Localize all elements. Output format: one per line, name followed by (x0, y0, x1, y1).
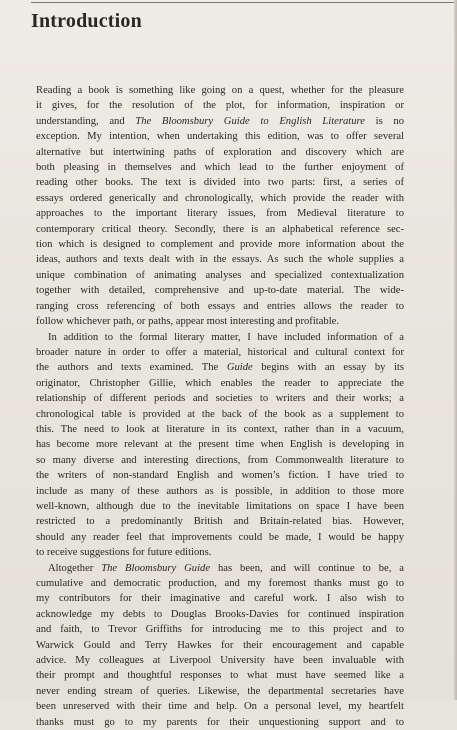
text-line: cumulative and democratic production, and my foremost thanks must go to (36, 578, 404, 589)
text-line: tion which is designed to complement and provide more information about the (36, 239, 404, 251)
text-line: my contributors for their imaginative and careful work. I also wish to (36, 593, 404, 605)
text-line: both pleasing in themselves and which lead to the further enjoyment of (36, 162, 404, 174)
text-line: it gives, for the resolution of the plot, for information, inspiration or (36, 100, 404, 112)
text-line: broader nature in order to offer a material, historical and cultural context for (36, 346, 404, 358)
text-line: exception. My intention, when undertaking this edition, was to offer several (36, 131, 404, 143)
text-line: relationship of different periods and societies to writers and their works; a (36, 393, 404, 405)
text-line: advice. My colleagues at Liverpool University have been invaluable with (36, 655, 404, 667)
text-line: Reading a book is something like going on a quest, whether for the pleasure (36, 85, 404, 96)
text-line: include as many of these authors as is possible, in addition to those more (36, 485, 404, 497)
header-rule (31, 2, 457, 3)
text-line: ideas, authors and texts dealt with in the essays. As such the whole supplies a (36, 254, 404, 266)
text-line: and faith, to Trevor Griffiths for introducing me to this project and to (36, 624, 404, 636)
text-line: unique combination of animating analyses and specialized contextualization (36, 269, 404, 281)
paragraph (36, 83, 404, 330)
text-line: well-known, although due to the inevitable limitations on space I have been (36, 500, 404, 512)
text-line: acknowledge my debts to Douglas Brooks-Davies for continued inspiration (36, 608, 404, 620)
text-line: ranging cross referencing of both essays and entries allows the reader to (36, 300, 404, 312)
text-line: Altogether The Bloomsbury Guide has been, and will continue to be, a (48, 562, 405, 574)
text-line: thanks must go to my parents for their unquestioning support and to (36, 716, 404, 728)
text-line: together with detailed, comprehensive and up-to-date material. The wide- (36, 285, 404, 297)
text-line: essays ordered generically and chronologically, which provide the reader with (36, 192, 404, 204)
text-line: should any reader feel that improvements could be made, I would be happy (36, 531, 404, 543)
paragraph (36, 330, 404, 561)
text-line: approaches to the important literary issues, from Medieval literature to (36, 208, 404, 220)
text-line: never ending stream of queries. Likewise, the departmental secretaries have (36, 685, 404, 697)
text-line: alternative but intertwining paths of exploration and discovery which are (36, 146, 404, 158)
text-line: originator, Christopher Gillie, which enables the reader to appreciate the (36, 377, 404, 389)
text-line: reading other books. The text is divided into two parts: first, a series of (36, 177, 404, 189)
text-line: the writers of non-standard English and women’s fiction. I have tried to (36, 470, 404, 482)
text-line: has become more relevant at the present time when English is developing in (36, 439, 404, 451)
text-line: this. The need to look at literature in its context, rather than in a vacuum, (36, 423, 404, 435)
text-line: their prompt and thoughtful responses to what must have seemed like a (36, 670, 404, 682)
body-text (36, 83, 404, 730)
text-line: been unreserved with their time and help. On a personal level, my heartfelt (36, 701, 404, 713)
paragraph (36, 561, 404, 730)
text-line: Warwick Gould and Terry Hawkes for their encouragement and capable (36, 639, 404, 651)
text-line: contemporary critical theory. Secondly, there is an alphabetical reference sec- (36, 223, 404, 235)
text-line: understanding, and The Bloomsbury Guide to English Literature is no (36, 115, 404, 127)
text-line: restricted to a predominantly British and Britain-related bias. However, (36, 516, 404, 528)
text-line: so many diverse and interesting directions, from Commonwealth literature to (36, 454, 404, 466)
text-line: chronological table is provided at the back of the book as a supplement to (36, 408, 404, 420)
text-line: In addition to the formal literary matter, I have included information of a (48, 331, 404, 343)
text-line: follow whichever path, or paths, appear most interesting and profitable. (36, 316, 340, 328)
text-line: the authors and texts examined. The Guide begins with an essay by its (36, 362, 405, 374)
page-title: Introduction (31, 10, 142, 32)
text-line: to receive suggestions for future editions. (36, 547, 212, 559)
